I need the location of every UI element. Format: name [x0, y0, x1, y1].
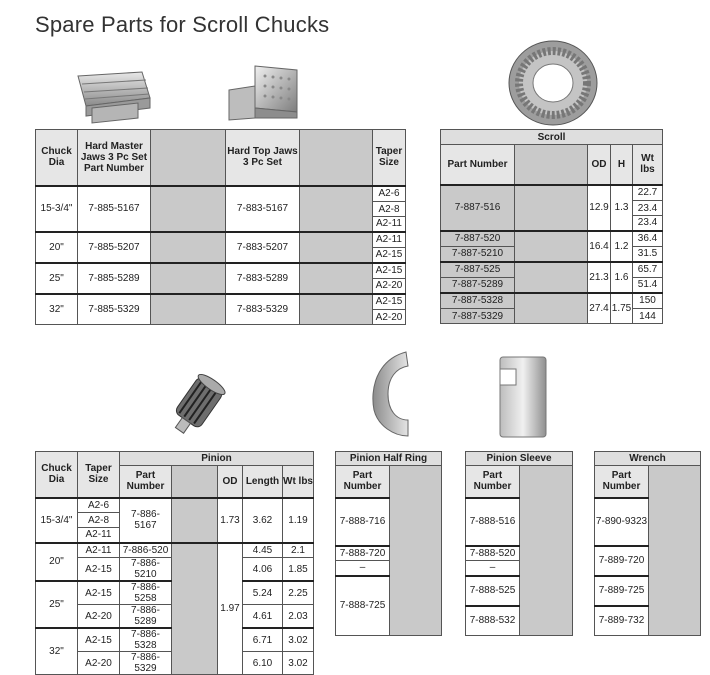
- half-ring-part: 7-888-716: [336, 498, 390, 546]
- pinion-wt: 2.03: [283, 605, 314, 629]
- scroll-h: 1.3: [611, 185, 633, 231]
- half-ring-part: 7-888-720: [336, 546, 390, 561]
- jaws-taper: A2-20: [373, 279, 406, 294]
- jaws-taper: A2-20: [373, 310, 406, 325]
- pinion-taper: A2-15: [78, 558, 120, 582]
- jaws-dia-1: 15-3/4": [36, 186, 78, 232]
- scroll-header-od: OD: [588, 145, 611, 185]
- pinion-part: 7-886-5210: [120, 558, 172, 582]
- pinion-part: 7-886-5289: [120, 605, 172, 629]
- pinion-wt: 3.02: [283, 652, 314, 675]
- pinion-taper: A2-11: [78, 543, 120, 558]
- wrench-part: 7-890-9323: [595, 498, 649, 546]
- pinion-part: 7-886-5329: [120, 652, 172, 675]
- scroll-od: 27.4: [588, 293, 611, 324]
- header-hard-master-jaws: Hard Master Jaws 3 Pc Set Part Number: [78, 130, 151, 186]
- pinion-header-chuck-dia: Chuck Dia: [36, 452, 78, 498]
- scroll-od: 21.3: [588, 262, 611, 293]
- pinion-half-ring-table: [335, 451, 442, 636]
- jaws-master-3: 7-885-5289: [78, 263, 151, 294]
- scroll-h: 1.75: [611, 293, 633, 324]
- pinion-sleeve-image: [496, 355, 550, 439]
- half-ring-header-part: Part Number: [336, 466, 390, 498]
- jaws-taper: A2-6: [373, 186, 406, 202]
- scroll-table: [440, 129, 663, 324]
- pinion-table: [35, 451, 314, 675]
- header-taper-size: Taper Size: [373, 130, 406, 186]
- half-ring-title: Pinion Half Ring: [336, 452, 442, 466]
- pinion-taper: A2-15: [78, 581, 120, 605]
- pinion-taper: A2-20: [78, 652, 120, 675]
- sleeve-part: 7-888-520: [466, 546, 520, 561]
- scroll-wt: 31.5: [633, 247, 663, 262]
- pinion-taper: A2-11: [78, 528, 120, 543]
- scroll-gear-image: [505, 38, 601, 128]
- scroll-h: 1.2: [611, 231, 633, 262]
- jaws-dia-4: 32": [36, 294, 78, 325]
- wrench-header-part: Part Number: [595, 466, 649, 498]
- scroll-wt: 65.7: [633, 262, 663, 278]
- scroll-title: Scroll: [441, 130, 663, 145]
- header-chuck-dia: Chuck Dia: [36, 130, 78, 186]
- wrench-title: Wrench: [595, 452, 701, 466]
- sleeve-part: 7-888-516: [466, 498, 520, 546]
- scroll-part: 7-887-5210: [441, 247, 515, 262]
- pinion-taper: A2-6: [78, 498, 120, 513]
- half-ring-part: –: [336, 561, 390, 576]
- scroll-wt: 51.4: [633, 278, 663, 293]
- pinion-part: 7-886-520: [120, 543, 172, 558]
- jaws-top-1: 7-883-5167: [226, 186, 300, 232]
- scroll-wt: 22.7: [633, 185, 663, 201]
- jaws-master-2: 7-885-5207: [78, 232, 151, 263]
- jaws-top-4: 7-883-5329: [226, 294, 300, 325]
- jaws-master-4: 7-885-5329: [78, 294, 151, 325]
- scroll-wt: 144: [633, 309, 663, 324]
- scroll-part: 7-887-5289: [441, 278, 515, 293]
- pinion-length: 6.10: [243, 652, 283, 675]
- scroll-wt: 150: [633, 293, 663, 309]
- scroll-od: 16.4: [588, 231, 611, 262]
- pinion-sleeve-table: [465, 451, 573, 636]
- jaws-taper: A2-15: [373, 248, 406, 263]
- scroll-od: 12.9: [588, 185, 611, 231]
- wrench-part: 7-889-720: [595, 546, 649, 576]
- header-hard-top-jaws: Hard Top Jaws 3 Pc Set: [226, 130, 300, 186]
- wrench-part: 7-889-725: [595, 576, 649, 606]
- pinion-half-ring-image: [366, 350, 412, 438]
- pinion-length: 6.71: [243, 628, 283, 652]
- jaws-taper: A2-15: [373, 263, 406, 279]
- scroll-header-wt: Wt lbs: [633, 145, 663, 185]
- page-title: Spare Parts for Scroll Chucks: [35, 12, 330, 37]
- pinion-length: 4.61: [243, 605, 283, 629]
- jaws-dia-2: 20": [36, 232, 78, 263]
- hard-top-jaws-image: [225, 62, 303, 124]
- pinion-taper: A2-8: [78, 513, 120, 528]
- sleeve-part: –: [466, 561, 520, 576]
- sleeve-part: 7-888-532: [466, 606, 520, 636]
- pinion-header-wt: Wt lbs: [283, 466, 314, 498]
- pinion-part: 7-886-5167: [120, 498, 172, 543]
- scroll-part: 7-887-525: [441, 262, 515, 278]
- scroll-wt: 23.4: [633, 216, 663, 231]
- pinion-dia-2: 20": [36, 543, 78, 582]
- jaws-top-2: 7-883-5207: [226, 232, 300, 263]
- pinion-header-od: OD: [218, 466, 243, 498]
- wrench-table: [594, 451, 701, 636]
- pinion-part: 7-886-5258: [120, 581, 172, 605]
- pinion-taper: A2-15: [78, 628, 120, 652]
- pinion-od: 1.73: [218, 498, 243, 543]
- pinion-length: 4.06: [243, 558, 283, 582]
- pinion-wt: 3.02: [283, 628, 314, 652]
- pinion-wt: 1.85: [283, 558, 314, 582]
- jaws-taper: A2-11: [373, 217, 406, 232]
- pinion-od-shared: 1.97: [218, 543, 243, 675]
- sleeve-title: Pinion Sleeve: [466, 452, 573, 466]
- wrench-part: 7-889-732: [595, 606, 649, 636]
- sleeve-part: 7-888-525: [466, 576, 520, 606]
- pinion-wt: 1.19: [283, 498, 314, 543]
- scroll-header-h: H: [611, 145, 633, 185]
- pinion-dia-1: 15-3/4": [36, 498, 78, 543]
- half-ring-part: 7-888-725: [336, 576, 390, 636]
- scroll-h: 1.6: [611, 262, 633, 293]
- pinion-wt: 2.1: [283, 543, 314, 558]
- pinion-wt: 2.25: [283, 581, 314, 605]
- jaws-top-3: 7-883-5289: [226, 263, 300, 294]
- scroll-wt: 23.4: [633, 201, 663, 216]
- pinion-length: 5.24: [243, 581, 283, 605]
- jaws-table: [35, 129, 406, 325]
- pinion-header-length: Length: [243, 466, 283, 498]
- scroll-part: 7-887-516: [441, 185, 515, 231]
- pinion-length: 3.62: [243, 498, 283, 543]
- pinion-length: 4.45: [243, 543, 283, 558]
- pinion-header-part: Part Number: [120, 466, 172, 498]
- scroll-header-part: Part Number: [441, 145, 515, 185]
- sleeve-header-part: Part Number: [466, 466, 520, 498]
- pinion-header-taper: Taper Size: [78, 452, 120, 498]
- scroll-part: 7-887-5329: [441, 309, 515, 324]
- jaws-master-1: 7-885-5167: [78, 186, 151, 232]
- jaws-taper: A2-11: [373, 232, 406, 248]
- jaws-taper: A2-15: [373, 294, 406, 310]
- scroll-part: 7-887-520: [441, 231, 515, 247]
- hard-master-jaws-image: [72, 62, 154, 124]
- scroll-wt: 36.4: [633, 231, 663, 247]
- pinion-dia-3: 25": [36, 581, 78, 628]
- pinion-image: [163, 374, 243, 444]
- pinion-taper: A2-20: [78, 605, 120, 629]
- scroll-part: 7-887-5328: [441, 293, 515, 309]
- pinion-part: 7-886-5328: [120, 628, 172, 652]
- pinion-dia-4: 32": [36, 628, 78, 675]
- jaws-taper: A2-8: [373, 202, 406, 217]
- pinion-title: Pinion: [120, 452, 314, 466]
- jaws-dia-3: 25": [36, 263, 78, 294]
